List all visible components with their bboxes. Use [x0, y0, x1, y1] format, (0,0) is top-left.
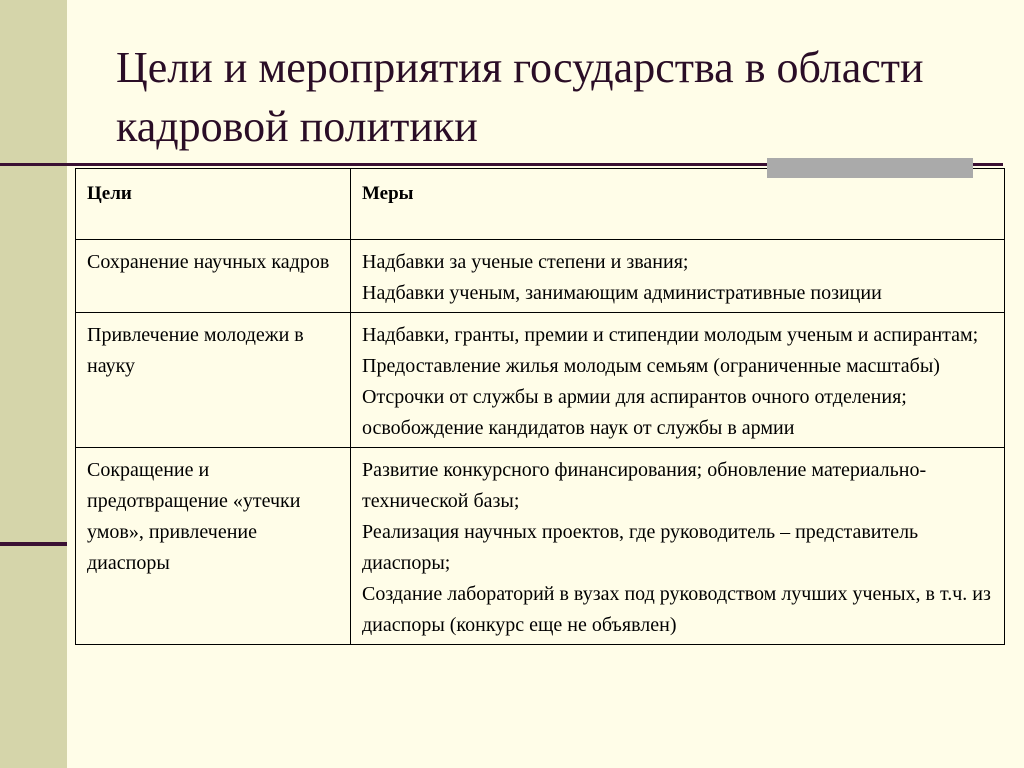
measure-item: Реализация научных проектов, где руководитель – представитель диаспоры;: [362, 521, 919, 574]
measure-item: Надбавки, гранты, премии и стипендии молодым ученым и аспирантам;: [362, 324, 979, 346]
goal-cell: Сохранение научных кадров: [76, 240, 351, 313]
table-header-row: [76, 169, 1005, 240]
measures-cell: [351, 448, 1005, 645]
measure-item: Надбавки ученым, занимающим административные позиции: [362, 282, 882, 304]
measures-cell: [351, 240, 1005, 313]
table-row: [76, 448, 1005, 645]
left-decorative-band: [0, 0, 67, 768]
header-goals: Цели: [76, 169, 351, 240]
measure-item: Отсрочки от службы в армии для аспирантов очного отделения; освобождение кандидатов наук от службы в армии: [362, 386, 907, 439]
measures-cell: [351, 313, 1005, 448]
slide-title: Цели и мероприятия государства в области кадровой политики: [116, 43, 924, 151]
left-accent-line: [0, 542, 67, 546]
decorative-grey-bar: [767, 158, 973, 178]
measure-item: Развитие конкурсного финансирования; обновление материально-технической базы;: [362, 459, 927, 512]
header-measures: Меры: [351, 169, 1005, 240]
measure-item: Надбавки за ученые степени и звания;: [362, 251, 689, 273]
measure-item: Предоставление жилья молодым семьям (ограниченные масштабы): [362, 355, 940, 377]
goal-cell: Привлечение молодежи в науку: [76, 313, 351, 448]
table-row: [76, 313, 1005, 448]
goals-measures-table: [75, 168, 1005, 645]
goal-cell: Сокращение и предотвращение «утечки умов», привлечение диаспоры: [76, 448, 351, 645]
measure-item: Создание лабораторий в вузах под руководством лучших ученых, в т.ч. из диаспоры (конкурс еще не объявлен): [362, 583, 991, 636]
table-row: [76, 240, 1005, 313]
